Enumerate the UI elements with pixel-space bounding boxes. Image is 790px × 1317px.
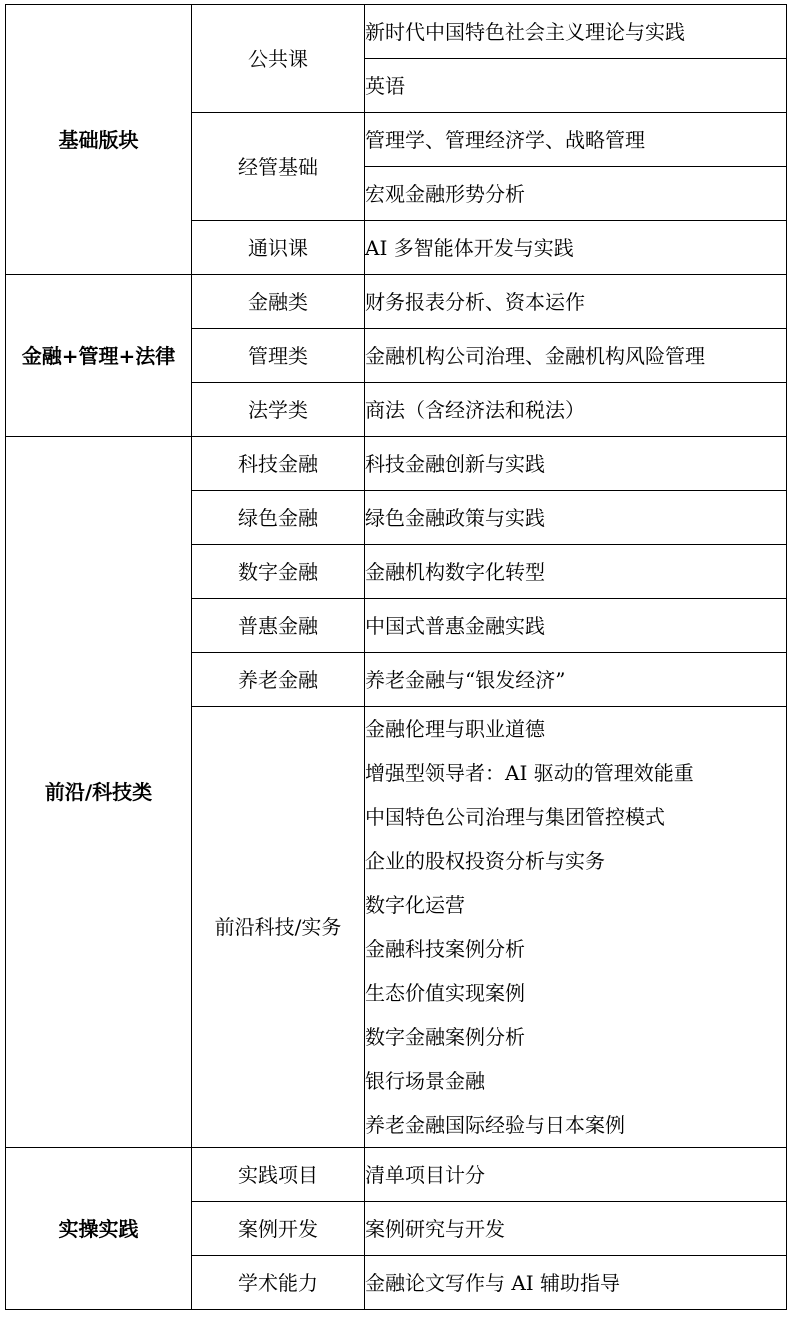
- table-row: [6, 275, 787, 329]
- category-cell: 前沿科技/实务: [192, 707, 365, 1148]
- category-cell: 管理类: [192, 329, 365, 383]
- category-cell: 通识课: [192, 221, 365, 275]
- course-cell: AI 多智能体开发与实践: [365, 221, 787, 275]
- category-cell: 法学类: [192, 383, 365, 437]
- table-row: [6, 1148, 787, 1202]
- course-cell: 新时代中国特色社会主义理论与实践: [365, 5, 787, 59]
- section-cell: 金融+管理+法律: [6, 275, 192, 437]
- category-cell: 普惠金融: [192, 599, 365, 653]
- section-cell: 基础版块: [6, 5, 192, 275]
- course-cell: 案例研究与开发: [365, 1202, 787, 1256]
- category-cell: 科技金融: [192, 437, 365, 491]
- course-line: 银行场景金融: [365, 1069, 485, 1093]
- course-line: 生态价值实现案例: [365, 981, 525, 1005]
- category-cell: 实践项目: [192, 1148, 365, 1202]
- course-line: 金融伦理与职业道德: [365, 717, 545, 741]
- course-line: 增强型领导者：AI 驱动的管理效能重: [365, 761, 694, 785]
- course-cell: 清单项目计分: [365, 1148, 787, 1202]
- category-cell: 学术能力: [192, 1256, 365, 1310]
- section-cell: 实操实践: [6, 1148, 192, 1310]
- course-line: 中国特色公司治理与集团管控模式: [365, 805, 665, 829]
- course-cell: 金融机构数字化转型: [365, 545, 787, 599]
- category-cell: 案例开发: [192, 1202, 365, 1256]
- course-line: 金融科技案例分析: [365, 937, 525, 961]
- course-cell: 金融机构公司治理、金融机构风险管理: [365, 329, 787, 383]
- course-cell: 养老金融与“银发经济”: [365, 653, 787, 707]
- course-cell: 商法（含经济法和税法）: [365, 383, 787, 437]
- course-line: 企业的股权投资分析与实务: [365, 849, 605, 873]
- course-line: 养老金融国际经验与日本案例: [365, 1113, 625, 1137]
- section-cell: 前沿/科技类: [6, 437, 192, 1148]
- category-cell: 公共课: [192, 5, 365, 113]
- category-cell: 数字金融: [192, 545, 365, 599]
- course-cell: 英语: [365, 59, 787, 113]
- table-row: [6, 437, 787, 491]
- course-cell: 宏观金融形势分析: [365, 167, 787, 221]
- course-list-cell: [365, 707, 787, 1148]
- course-cell: 财务报表分析、资本运作: [365, 275, 787, 329]
- category-cell: 金融类: [192, 275, 365, 329]
- curriculum-table: [5, 4, 787, 1310]
- course-cell: 金融论文写作与 AI 辅助指导: [365, 1256, 787, 1310]
- category-cell: 养老金融: [192, 653, 365, 707]
- category-cell: 绿色金融: [192, 491, 365, 545]
- course-cell: 绿色金融政策与实践: [365, 491, 787, 545]
- category-cell: 经管基础: [192, 113, 365, 221]
- course-line: 数字化运营: [365, 893, 465, 917]
- course-cell: 科技金融创新与实践: [365, 437, 787, 491]
- course-cell: 中国式普惠金融实践: [365, 599, 787, 653]
- table-row: [6, 5, 787, 59]
- course-cell: 管理学、管理经济学、战略管理: [365, 113, 787, 167]
- course-line: 数字金融案例分析: [365, 1025, 525, 1049]
